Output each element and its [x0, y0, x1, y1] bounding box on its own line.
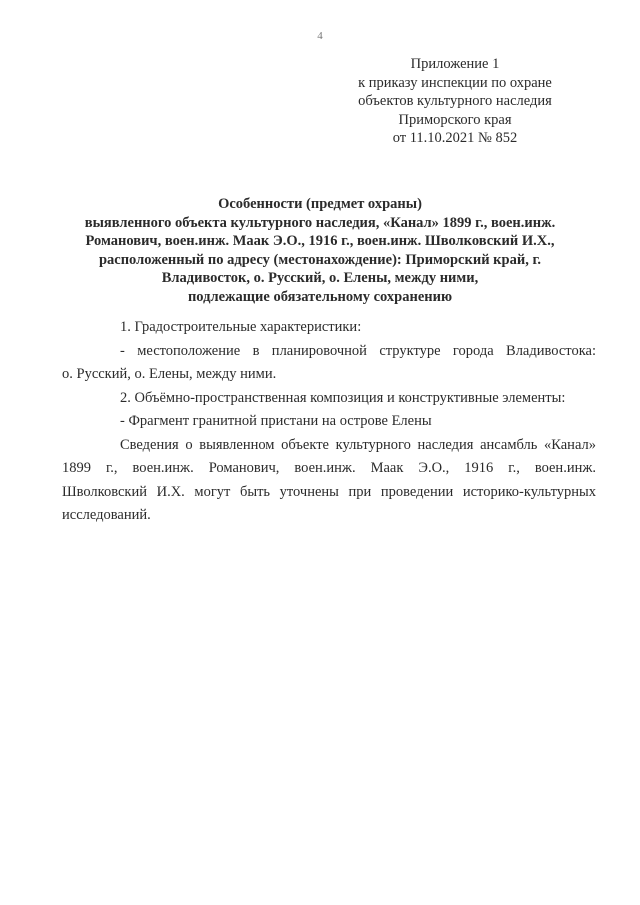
title-line: расположенный по адресу (местонахождение): Приморский край, г.: [98, 251, 542, 268]
page-number: 4: [317, 30, 323, 42]
item1-heading: 1. Градостроительные характеристики:: [120, 319, 362, 335]
appendix-line: от 11.10.2021 № 852: [392, 130, 518, 146]
note-paragraph-line: Сведения о выявленном объекте культурного наследия ансамбль «Канал»: [120, 436, 596, 453]
appendix-line: объектов культурного наследия: [358, 93, 552, 109]
document-body: [62, 316, 596, 528]
appendix-line: Приморского края: [398, 111, 512, 128]
appendix-header: [330, 55, 580, 148]
document-title: [60, 195, 580, 306]
item2-heading: 2. Объёмно-пространственная композиция и конструктивные элементы:: [120, 389, 566, 406]
note-paragraph-line: Шволковский И.Х. могут быть уточнены при проведении историко-культурных: [62, 483, 596, 500]
title-line: выявленного объекта культурного наследия, «Канал» 1899 г., воен.инж.: [84, 214, 556, 231]
title-line: Владивосток, о. Русский, о. Елены, между ними,: [161, 270, 479, 286]
title-line: Особенности (предмет охраны): [218, 196, 422, 212]
note-paragraph-line: 1899 г., воен.инж. Романович, воен.инж. Маак Э.О., 1916 г., воен.инж.: [62, 460, 596, 476]
item1-text: - местоположение в планировочной структуре города Владивостока:: [120, 342, 596, 359]
item1-text-continued: о. Русский, о. Елены, между ними.: [62, 366, 277, 382]
item2-text: - Фрагмент гранитной пристани на острове Елены: [120, 413, 432, 429]
note-paragraph-line: исследований.: [62, 507, 151, 523]
title-line: Романович, воен.инж. Маак Э.О., 1916 г., воен.инж. Шволковский И.Х.,: [85, 233, 555, 249]
appendix-line: Приложение 1: [410, 56, 500, 72]
appendix-line: к приказу инспекции по охране: [358, 74, 552, 91]
title-line: подлежащие обязательному сохранению: [187, 288, 453, 305]
